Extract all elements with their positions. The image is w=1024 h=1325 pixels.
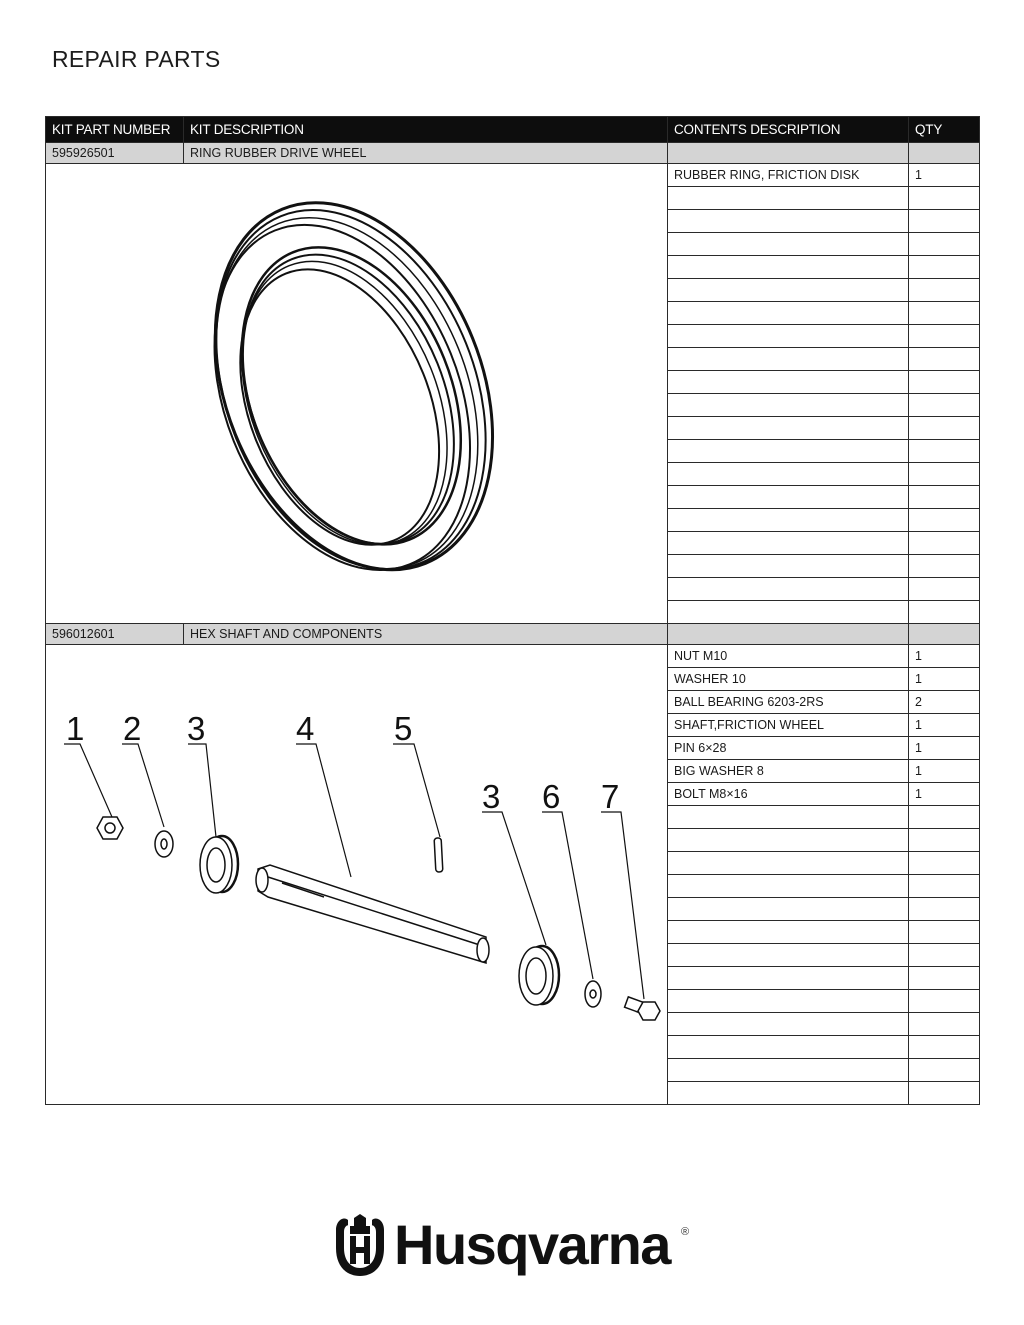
table-header-row	[46, 117, 980, 143]
hex-shaft-diagram-cell	[46, 645, 668, 1105]
content-qty: 1	[909, 645, 980, 668]
content-description	[668, 532, 909, 555]
rubber-ring-illustration	[46, 164, 666, 624]
content-qty	[909, 233, 980, 256]
kit-row-blank	[668, 624, 909, 645]
content-description	[668, 348, 909, 371]
callout-label: 5	[394, 710, 413, 747]
content-description	[668, 417, 909, 440]
content-description	[668, 440, 909, 463]
content-description	[668, 852, 909, 875]
content-qty	[909, 967, 980, 990]
header-contents-description: CONTENTS DESCRIPTION	[668, 117, 909, 143]
content-description: WASHER 10	[668, 668, 909, 691]
content-qty	[909, 829, 980, 852]
content-qty	[909, 509, 980, 532]
header-kit-description: KIT DESCRIPTION	[184, 117, 668, 143]
content-qty: 1	[909, 737, 980, 760]
content-qty	[909, 440, 980, 463]
content-qty	[909, 601, 980, 624]
callout-label: 6	[542, 778, 561, 815]
content-description	[668, 210, 909, 233]
kit-row-blank	[909, 143, 980, 164]
callout-label: 4	[296, 710, 315, 747]
content-qty	[909, 325, 980, 348]
content-qty	[909, 187, 980, 210]
content-qty	[909, 417, 980, 440]
content-qty	[909, 1013, 980, 1036]
table-row	[46, 645, 980, 668]
content-description: BOLT M8×16	[668, 783, 909, 806]
content-qty: 1	[909, 668, 980, 691]
content-qty: 1	[909, 714, 980, 737]
kit-part-number: 596012601	[46, 624, 184, 645]
content-description	[668, 1059, 909, 1082]
content-description	[668, 806, 909, 829]
content-description	[668, 990, 909, 1013]
content-qty	[909, 944, 980, 967]
content-qty	[909, 555, 980, 578]
content-description	[668, 509, 909, 532]
kit-description: HEX SHAFT AND COMPONENTS	[184, 624, 668, 645]
content-qty	[909, 852, 980, 875]
content-description: RUBBER RING, FRICTION DISK	[668, 164, 909, 187]
kit-part-number: 595926501	[46, 143, 184, 164]
content-description	[668, 187, 909, 210]
content-description	[668, 463, 909, 486]
content-qty	[909, 1036, 980, 1059]
content-qty	[909, 532, 980, 555]
content-description	[668, 256, 909, 279]
content-description: BIG WASHER 8	[668, 760, 909, 783]
content-qty	[909, 875, 980, 898]
brand-wordmark: Husqvarna	[394, 1213, 670, 1276]
content-description	[668, 921, 909, 944]
ring-diagram-cell	[46, 164, 668, 624]
callout-label: 3	[187, 710, 206, 747]
content-description	[668, 325, 909, 348]
content-description	[668, 829, 909, 852]
content-qty	[909, 578, 980, 601]
content-description	[668, 1082, 909, 1105]
content-description	[668, 967, 909, 990]
content-description	[668, 944, 909, 967]
kit-row-blank	[909, 624, 980, 645]
content-description	[668, 279, 909, 302]
content-description	[668, 233, 909, 256]
content-qty	[909, 1082, 980, 1105]
content-qty	[909, 256, 980, 279]
content-description	[668, 875, 909, 898]
content-qty: 1	[909, 783, 980, 806]
content-qty	[909, 486, 980, 509]
content-qty	[909, 302, 980, 325]
content-description	[668, 555, 909, 578]
content-qty	[909, 371, 980, 394]
content-description	[668, 601, 909, 624]
content-qty	[909, 1059, 980, 1082]
content-qty	[909, 990, 980, 1013]
content-description	[668, 486, 909, 509]
page-title: REPAIR PARTS	[52, 46, 221, 72]
content-qty	[909, 898, 980, 921]
content-qty	[909, 806, 980, 829]
content-qty: 1	[909, 164, 980, 187]
content-description: PIN 6×28	[668, 737, 909, 760]
header-kit-part-number: KIT PART NUMBER	[46, 117, 184, 143]
callout-label: 2	[123, 710, 142, 747]
content-description	[668, 371, 909, 394]
content-qty	[909, 348, 980, 371]
content-description	[668, 1036, 909, 1059]
table-row	[46, 164, 980, 187]
content-description	[668, 578, 909, 601]
repair-parts-table	[45, 116, 980, 1105]
content-qty	[909, 921, 980, 944]
husqvarna-logo	[332, 1212, 692, 1282]
content-description	[668, 302, 909, 325]
content-qty: 1	[909, 760, 980, 783]
callout-label: 7	[601, 778, 620, 815]
kit-row	[46, 624, 980, 645]
content-description	[668, 394, 909, 417]
callout-label: 1	[66, 710, 85, 747]
crown-emblem-icon	[332, 1212, 388, 1278]
content-description	[668, 898, 909, 921]
content-qty	[909, 210, 980, 233]
content-qty	[909, 463, 980, 486]
callout-label: 3	[482, 778, 501, 815]
content-description: SHAFT,FRICTION WHEEL	[668, 714, 909, 737]
hex-shaft-illustration	[46, 645, 666, 1105]
content-description	[668, 1013, 909, 1036]
kit-row-blank	[668, 143, 909, 164]
content-description: BALL BEARING 6203-2RS	[668, 691, 909, 714]
registered-mark: ®	[681, 1226, 690, 1238]
content-qty	[909, 394, 980, 417]
header-qty: QTY	[909, 117, 980, 143]
content-qty: 2	[909, 691, 980, 714]
content-description: NUT M10	[668, 645, 909, 668]
kit-description: RING RUBBER DRIVE WHEEL	[184, 143, 668, 164]
kit-row	[46, 143, 980, 164]
content-qty	[909, 279, 980, 302]
